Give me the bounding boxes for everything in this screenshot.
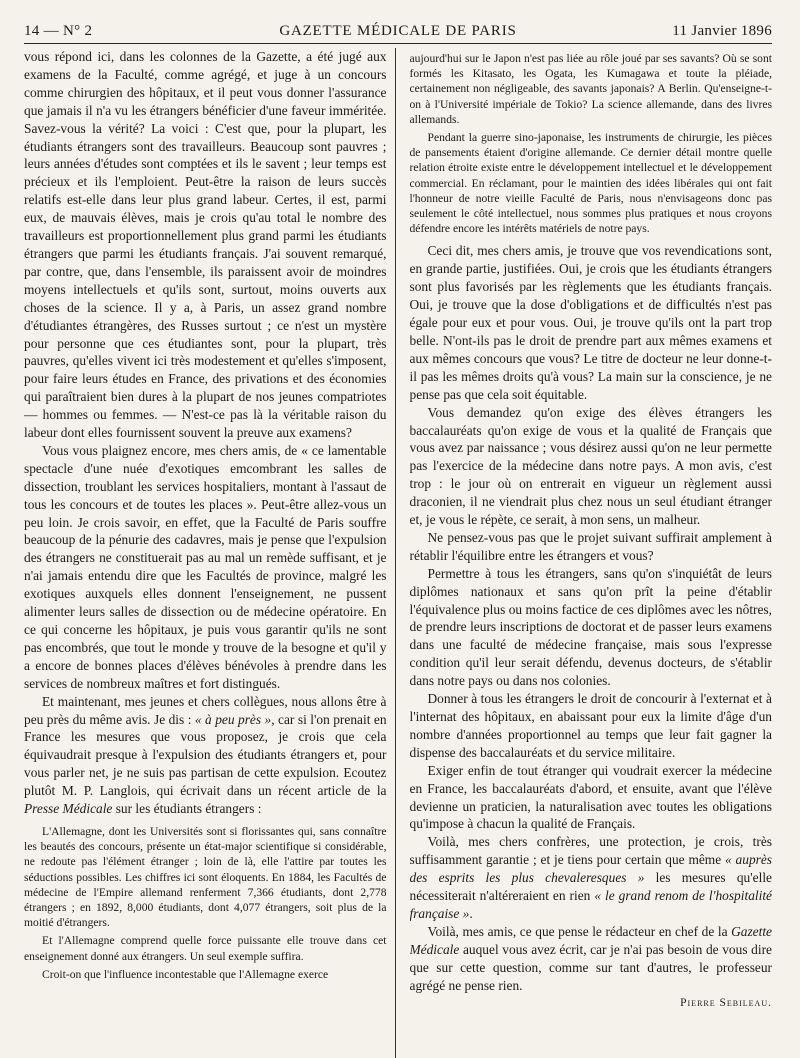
author-signature: Pierre Sebileau.: [680, 996, 772, 1009]
paragraph: Exiger enfin de tout étranger qui voudrait exercer la médecine en France, les baccalauréats d'abord, et ensuite, avant que l'élève devienne un praticien, la naturalisation avec toutes les obligations qu'impose à chacun la qualité de Français.: [409, 762, 772, 832]
quoted-paragraph: Et l'Allemagne comprend quelle force puissante elle trouve dans cet enseignement donné aux étrangers. Un seul exemple suffira.: [24, 934, 387, 963]
paragraph: Ceci dit, mes chers amis, je trouve que vos revendications sont, en grande partie, justifiées. Oui, je crois que les étudiants étrangers sont plus favorisés par les règlements que les étudiants français. Oui, je trouve que la dose d'obligations et de difficultés n'est pas égale pour eux et pour vous. Oui, je trouve qu'ils ont la part trop belle. N'ont-ils pas le droit de prendre part aux mêmes examens et aux mêmes concours que vous? Le titre de docteur ne leur donne-t-il pas les mêmes droits qu'à vous? La main sur la conscience, je ne pense pas que cela soit équitable.: [409, 243, 772, 402]
paragraph: vous répond ici, dans les colonnes de la Gazette, a été jugé aux examens de la Faculté, comme agrégé, et juge à un concours comme chirurgien des hôpitaux, et il peut vous donner l'assurance que jamais il n'a vu les étrangers bénéficier d'une faveur imméritée. Savez-vous la vérité? La voici : C'est que, pour la plupart, les étudiants étrangers sont des travailleurs. Beaucoup sont pauvres ; leurs années d'études sont comptées et ils le savent ; leur temps est précieux et ils l'emploient. Peut-être la raison de leurs succès relatifs est-elle dans leur plus grand labeur. Certes, il est, parmi eux, de mauvais élèves, mais je crois qu'au total le nombre des travailleurs est proportionnellement plus grand parmi les étudiants étrangers que parmi les étudiants français. J'ai souvent remarqué, par contre, que, dans l'ensemble, ils paraissent avoir de moindres moyens intellectuels et qu'ils sont, surtout, moins ouverts aux choses de la science. Il y a, à Paris, un assez grand nombre d'étudiantes étrangères, des Russes surtout ; ce n'est un mystère pour personne que ces étudiantes sont, pour la plupart, très pauvres, qu'elles vivent ici très modestement et qu'elles s'imposent, pour faire leurs études en France, des privations et des économies qui paraîtraient bien dures à la plupart de nos jeunes compatriotes — hommes ou femmes. — N'est-ce pas là la véritable raison du labeur dont elles fournissent souvent la preuve aux examens?: [24, 49, 387, 441]
quoted-paragraph: aujourd'hui sur le Japon n'est pas liée au rôle joué par ses savants? Où se sont formés les Kitasato, les Ogata, les Kumagawa et toute la pléiade, certainement non négligeable, des savants japonais? A Berlin. Qu'enseigne-t-on à l'Université impériale de Tokio? La science allemande, dans des livres allemands.: [409, 52, 772, 126]
paragraph: Et maintenant, mes jeunes et chers collègues, nous allons être à peu près du même avis. Je dis : « à peu près », car si l'on prenait en France les mesures que vous proposez, je crois que cela équivaudrait presque à l'expulsion des étudiants étrangers et, pour vous parler net, je ne suis pas partisan de cette expulsion. Ecoutez plutôt M. P. Langlois, qui écrivait dans un récent article de la Presse Médicale sur les étudiants étrangers :: [24, 693, 387, 817]
page-number: 14 — N° 2: [24, 23, 93, 39]
paragraph: Ne pensez-vous pas que le projet suivant suffirait amplement à rétablir l'équilibre entre les étrangers et vous?: [409, 529, 772, 563]
issue-date: 11 Janvier 1896: [672, 23, 772, 39]
paragraph: Permettre à tous les étrangers, sans qu'on s'inquiétât de leurs diplômes nationaux et sans qu'on prît la peine d'établir l'équivalence plus ou moins factice de ces diplômes avec les nôtres, de prendre leurs inscriptions de doctorat et de passer leurs examens dans une faculté de médecine française, mais sous l'expresse condition qu'il leur serait défendu, devenus docteurs, de s'établir dans notre pays ou dans nos colonies.: [409, 565, 772, 689]
paragraph: Voilà, mes amis, ce que pense le rédacteur en chef de la Gazette Médicale auquel vous avez écrit, car je n'ai pas besoin de vous dire que sur cette question, comme sur tant d'autres, le professeur agrégé ne pense rien.: [409, 923, 772, 993]
paragraph: Vous demandez qu'on exige des élèves étrangers les baccalauréats qu'on exige de vous et la qualité de Français que vous avez par naissance ; vous désirez aussi qu'on ne leur permette pas l'exercice de la médecine dans notre pays. A mon avis, c'est trop : le jour où on entrerait en vigueur un règlement aussi draconien, il ne viendrait plus chez nous un seul étudiant étranger et, je vous le répète, ce serait, à mon sens, un malheur.: [409, 404, 772, 528]
paragraph: Donner à tous les étrangers le droit de concourir à l'externat et à l'internat des hôpitaux, en abaissant pour eux la limite d'âge d'un nombre d'années proportionnel au temps que leur fait gagner la dispense des baccalauréats et du service militaire.: [409, 691, 772, 760]
journal-title: GAZETTE MÉDICALE DE PARIS: [279, 23, 517, 39]
article-body: [24, 48, 772, 1058]
left-column: [24, 48, 396, 1058]
quoted-paragraph: Pendant la guerre sino-japonaise, les instruments de chirurgie, les pièces de pansements étaient d'origine allemande. Ce dernier détail montre quelle relation étroite existe entre le développement intellectuel et le développement commercial. En réclamant, pour le maintien des idées libérales qui ont fait l'honneur de notre vieille Faculté de Paris, nous n'envisageons donc pas seulement le côté intellectuel, nous sommes plus pratiques et nous croyons défendre encore les intérêts matériels de notre pays.: [409, 131, 772, 236]
quoted-paragraph: L'Allemagne, dont les Universités sont si florissantes qui, sans connaître les beautés des concours, présente un état-major scientifique si considérable, ne redoute pas l'élément étranger ; loin de là, elle l'attire par toutes les séductions possibles. Les chiffres ici sont éloquents. En 1884, les Facultés de médecine de l'Empire allemand renferment 7,366 étudiants, dont 2,778 étrangers ; en 1892, 8,000 étudiants, dont 4,077 étrangers, soit plus de la moitié d'étrangers.: [24, 824, 387, 930]
right-column: [410, 48, 773, 1058]
paragraph: Vous vous plaignez encore, mes chers amis, de « ce lamentable spectacle d'une nuée d'exotiques emcombrant les salles de dissection, troublant les services hospitaliers, montant à l'assaut de tous les concours et de toutes les places ». Peut-être allez-vous un peu loin. Je crois savoir, en effet, que la Faculté de Paris souffre beaucoup de la pénurie des cadavres, mais je pense que l'expulsion des étrangers ne constituerait pas au mal un remède suffisant, et je n'ai jamais entendu dire que les Facultés de province, malgré les exotiques auxquels elles donnent l'enseignement, ne pussent alimenter leurs salles de dissection ou de médecine opératoire. En ce qui concerne les hôpitaux, je puis vous garantir qu'ils ne sont pas encombrés, que tout le monde y trouve de la besogne et qu'il y a encore de bonnes places d'élèves bénévoles à prendre dans les services de nombreux maîtres et fort distingués.: [24, 442, 387, 691]
paragraph: Voilà, mes chers confrères, une protection, je crois, très suffisamment garantie ; et je tiens pour certain que même « auprès des esprits les plus chevaleresques » les mesures qu'elle nécessiterait n'altéreraient en rien « le grand renom de l'hospitalité française ».: [409, 834, 772, 921]
page-header: [24, 10, 772, 44]
quoted-paragraph: Croit-on que l'influence incontestable que l'Allemagne exerce: [42, 967, 329, 981]
